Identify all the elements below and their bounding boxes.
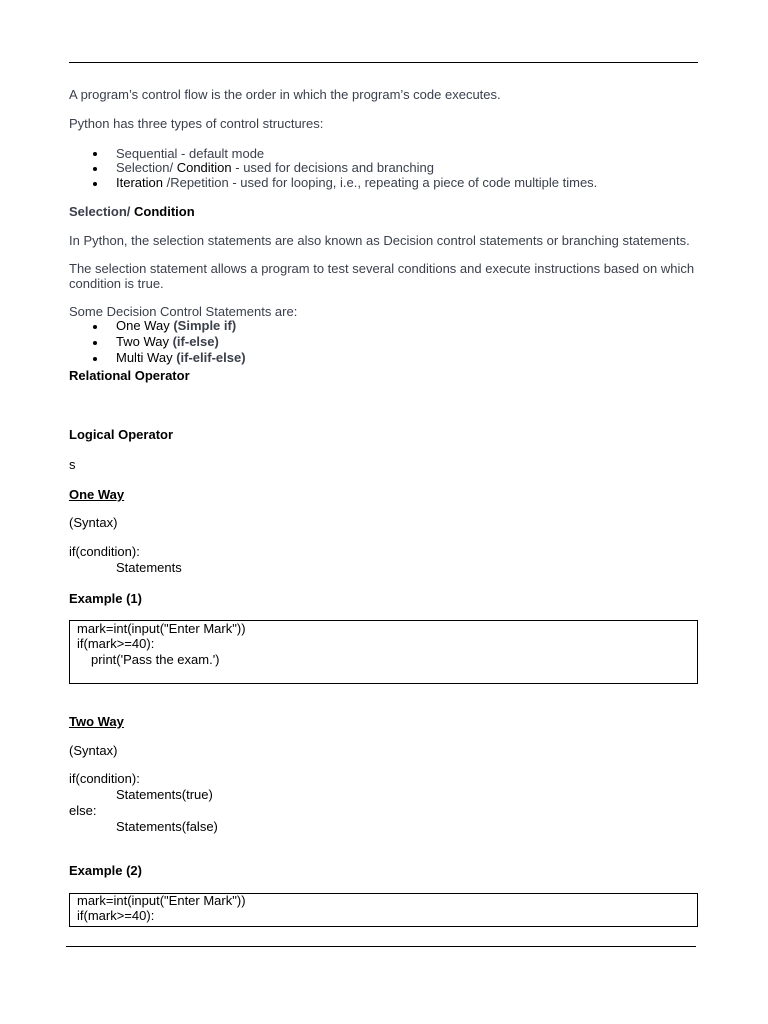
code-line: if(mark>=40): <box>77 636 155 651</box>
item-label: Multi Way <box>116 350 177 365</box>
bullet-dot <box>93 152 97 156</box>
bottom-rule <box>66 946 696 947</box>
item-text: - used for decisions and branching <box>231 160 434 175</box>
two-way-syntax-line: Statements(true) <box>116 787 213 802</box>
item-keyword: Condition <box>176 160 232 175</box>
example-1-code-box <box>69 620 698 684</box>
item-text: Sequential - default mode <box>116 146 265 161</box>
selection-paragraph-1: In Python, the selection statements are also known as Decision control statements or branching statements. <box>69 233 690 248</box>
bullet-dot <box>93 341 97 345</box>
intro-paragraph-2: Python has three types of control structures: <box>69 116 324 131</box>
code-line: mark=int(input("Enter Mark")) <box>77 621 246 636</box>
example-2-code-box <box>69 893 698 927</box>
code-line: mark=int(input("Enter Mark")) <box>77 893 246 908</box>
one-way-syntax-line: if(condition): <box>69 544 140 559</box>
code-line: if(mark>=40): <box>77 908 155 923</box>
logical-operator-heading: Logical Operator <box>69 427 174 442</box>
relational-operator-heading: Relational Operator <box>69 368 190 383</box>
item-text: Selection/ <box>116 160 177 175</box>
two-way-heading: Two Way <box>69 714 124 729</box>
control-structure-item <box>116 175 597 191</box>
two-way-syntax-line: Statements(false) <box>116 819 218 834</box>
code-line: print('Pass the exam.') <box>91 652 220 667</box>
one-way-syntax-label: (Syntax) <box>69 515 118 530</box>
two-way-syntax-line: else: <box>69 803 97 818</box>
stray-text: s <box>69 457 76 472</box>
item-label: Two Way <box>116 334 173 349</box>
item-paren: (Simple if) <box>173 318 237 333</box>
selection-paragraph-2-line-1: The selection statement allows a program to test several conditions and execute instructions based on which <box>69 261 695 276</box>
two-way-syntax-line: if(condition): <box>69 771 140 786</box>
intro-paragraph-1: A program’s control flow is the order in which the program’s code executes. <box>69 87 501 102</box>
selection-paragraph-2-line-2: condition is true. <box>69 276 164 291</box>
bullet-dot <box>93 325 97 329</box>
bullet-dot <box>93 182 97 186</box>
selection-heading <box>69 204 195 220</box>
example-1-heading: Example (1) <box>69 591 142 606</box>
one-way-heading: One Way <box>69 487 125 502</box>
item-paren: (if-else) <box>172 334 219 349</box>
bullet-dot <box>93 357 97 361</box>
example-2-heading: Example (2) <box>69 863 142 878</box>
item-label: One Way <box>116 318 174 333</box>
decision-statement-item <box>116 318 236 334</box>
heading-part: Condition <box>134 204 195 219</box>
top-rule <box>69 62 698 63</box>
item-text: /Repetition - used for looping, i.e., repeating a piece of code multiple times. <box>162 175 598 190</box>
one-way-syntax-line: Statements <box>116 560 182 575</box>
bullet-dot <box>93 167 97 171</box>
decision-statement-item <box>116 334 219 350</box>
selection-paragraph-3: Some Decision Control Statements are: <box>69 304 298 319</box>
control-structure-item <box>116 160 434 176</box>
item-keyword: Iteration <box>116 175 163 190</box>
heading-part: Selection/ <box>69 204 135 219</box>
item-paren: (if-elif-else) <box>176 350 246 365</box>
two-way-syntax-label: (Syntax) <box>69 743 118 758</box>
decision-statement-item <box>116 350 246 366</box>
